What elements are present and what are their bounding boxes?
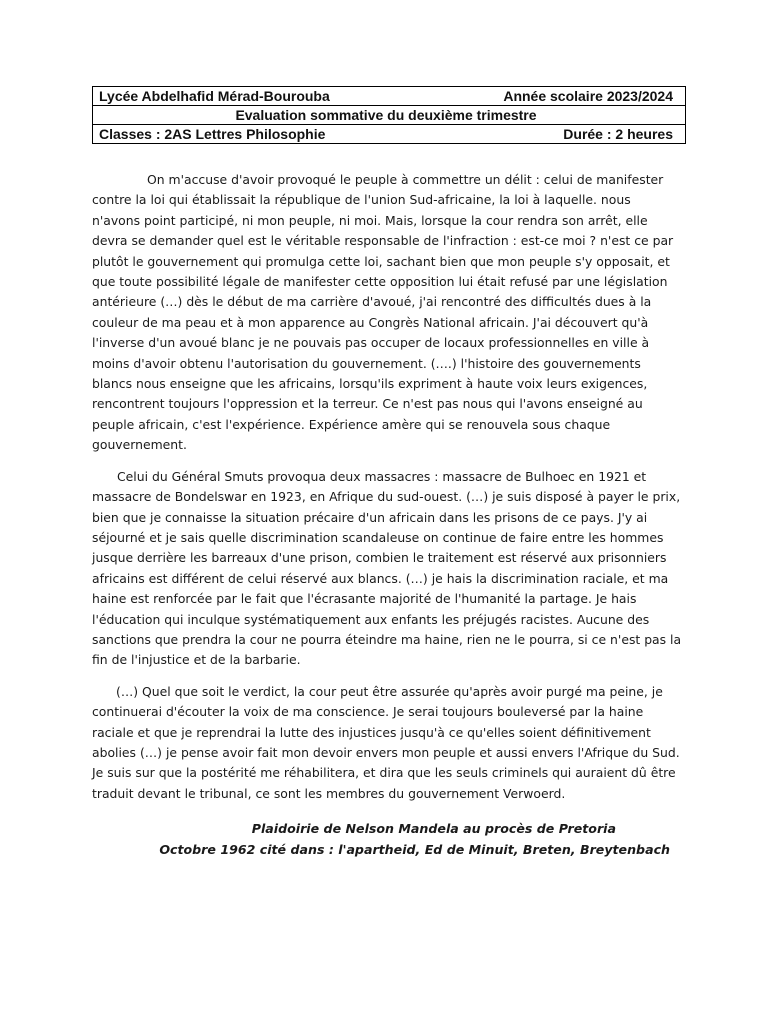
school-name: Lycée Abdelhafid Mérad-Bourouba [99, 88, 330, 104]
paragraph-2: Celui du Général Smuts provoqua deux massacres : massacre de Bulhoec en 1921 et massacre de Bondelswar en 1923, en Afrique du sud-ouest. (…) je suis disposé à payer le prix, bien que je connaisse la situation précaire d'un africain dans les prisons de ce pays. J'y ai séjourné et je sais quelle discrimination scandaleuse on continue de faire entre les hommes jusque derrière les barreaux d'une prison, combien le traitement est réservé aux prisonniers africains est différent de celui réservé aux blancs. (…) je hais la discrimination raciale, et ma haine est renforcée par le fait que l'écrasante majorité de l'humanité la partage. Je hais l'éducation qui inculque systématiquement aux enfants les préjugés racistes. Aucune des sanctions que prendra la cour ne pourra éteindre ma haine, rien ne le pourra, si ce n'est pas la fin de l'injustice et de la barbarie. [92, 468, 682, 668]
school-year: Année scolaire 2023/2024 [503, 88, 673, 104]
paragraph-3: (…) Quel que soit le verdict, la cour peut être assurée qu'après avoir purgé ma peine, je continuerai d'écouter la voix de ma conscience. Je serai toujours bouleversé par la haine raciale et que je reprendrai la lutte des injustices jusqu'à ce qu'elles soient définitivement abolies (…) je pense avoir fait mon devoir envers mon peuple et aussi envers l'Afrique du Sud. Je suis sur que la postérité me réhabilitera, et dira que les seuls criminels qui auraient dû être traduit devant le tribunal, ce sont les membres du gouvernement Verwoerd. [92, 683, 680, 801]
citation-line-1: Plaidoirie de Nelson Mandela au procès de Pretoria [251, 821, 616, 836]
paragraph-1: On m'accuse d'avoir provoqué le peuple à commettre un délit : celui de manifester contre la loi qui établissait la république de l'union Sud-africaine, la loi à laquelle. nous n'avons point participé, ni mon peuple, ni moi. Mais, lorsque la cour rendra son arrêt, elle devra se demander quel est le véritable responsable de l'infraction : est-ce moi ? n'est ce par plutôt le gouvernement qui promulga cette loi, sachant bien que mon peuple s'y opposait, et que toute possibilité légale de manifester cette opposition lui était refusé par une législation antérieure (…) dès le début de ma carrière d'avoué, j'ai rencontré des difficultés dues à la couleur de ma peau et à mon apparence au Congrès National africain. J'ai découvert qu'à l'inverse d'un avoué blanc je ne pouvais pas occuper de locaux professionnelles en ville à moins d'avoir obtenu l'autorisation du gouvernement. (….) l'histoire des gouvernements blancs nous enseigne que les africains, lorsqu'ils expriment à haute voix leurs exigences, rencontrent toujours l'oppression et la terreur. Ce n'est pas nous qui l'avons enseigné au peuple africain, c'est l'expérience. Expérience amère qui se renouvela sous chaque gouvernement. [92, 172, 674, 453]
exam-title: Evaluation sommative du deuxième trimestre [235, 107, 537, 123]
header-row-class [93, 125, 686, 144]
class-name: Classes : 2AS Lettres Philosophie [99, 126, 326, 142]
exam-header-table [92, 86, 686, 144]
exam-duration: Durée : 2 heures [563, 126, 673, 142]
source-citation [92, 818, 670, 860]
header-row-exam [93, 106, 686, 125]
citation-line-2: Octobre 1962 cité dans : l'apartheid, Ed de Minuit, Breten, Breytenbach [159, 842, 670, 857]
text-body [92, 170, 682, 815]
header-row-school [93, 87, 686, 106]
